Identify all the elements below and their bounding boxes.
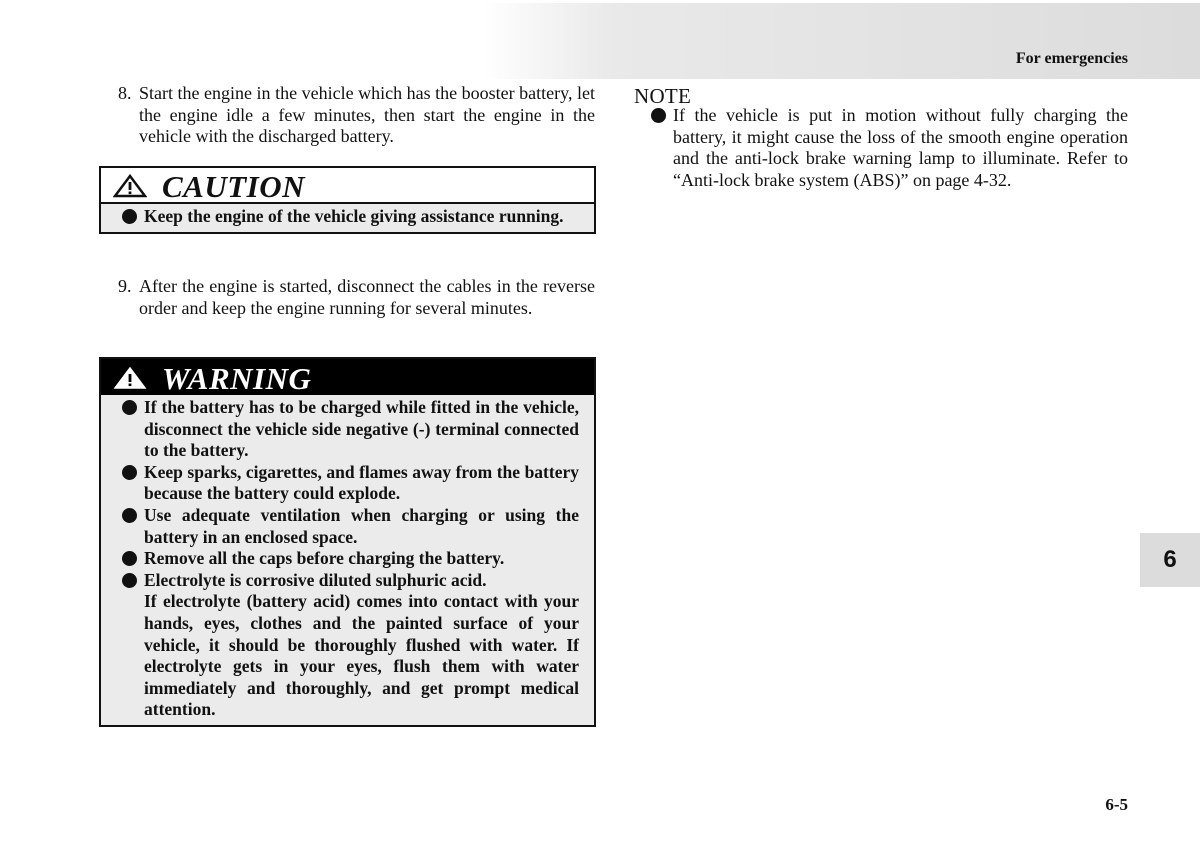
page-number: 6-5 <box>1105 795 1128 814</box>
step-text: Start the engine in the vehicle which has the booster battery, let the engine idle a few minutes, then start the engine in the vehicle with the discharged battery. <box>139 83 595 147</box>
warning-body <box>101 395 594 725</box>
warning-item: If the battery has to be charged while fitted in the vehicle, disconnect the vehicle side negative (-) terminal connected to the battery. <box>122 397 579 462</box>
section-title: For emergencies <box>1015 50 1128 67</box>
warning-item: Electrolyte is corrosive diluted sulphuric acid. <box>122 570 579 592</box>
warning-item: Remove all the caps before charging the battery. <box>122 548 579 570</box>
step-text: After the engine is started, disconnect the cables in the reverse order and keep the engine running for several minutes. <box>139 276 595 318</box>
warning-box <box>99 357 596 727</box>
caution-title: CAUTION <box>162 169 306 204</box>
warning-item: Keep sparks, cigarettes, and flames away from the battery because the battery could explode. <box>122 462 579 505</box>
step-number: 8. <box>118 83 132 103</box>
bullet-dot-icon <box>651 108 666 123</box>
chapter-tab: 6 <box>1140 533 1200 587</box>
bullet-dot-icon <box>122 465 137 480</box>
note-body <box>651 105 1128 192</box>
caution-item: Keep the engine of the vehicle giving assistance running. <box>122 206 579 228</box>
step-number: 9. <box>118 276 132 296</box>
bullet-dot-icon <box>122 551 137 566</box>
warning-paragraph: If electrolyte (battery acid) comes into contact with your hands, eyes, clothes and the painted surface of your vehicle, it should be thoroughly flushed with water. If electrolyte gets in your eyes, flush them with water immediately and thoroughly, and get prompt medical attention. <box>144 591 579 720</box>
bullet-dot-icon <box>122 573 137 588</box>
bullet-dot-icon <box>122 209 137 224</box>
warning-triangle-icon <box>113 174 147 198</box>
note-item: If the vehicle is put in motion without fully charging the battery, it might cause the loss of the smooth engine operation and the anti-lock brake warning lamp to illuminate. Refer to “Anti-lock brake system (ABS)” on page 4-32. <box>651 105 1128 192</box>
caution-header <box>101 168 594 204</box>
step-9 <box>118 276 595 319</box>
bullet-dot-icon <box>122 400 137 415</box>
caution-body <box>101 204 594 232</box>
warning-header <box>101 359 594 395</box>
caution-box <box>99 166 596 234</box>
note-label: NOTE <box>634 84 692 108</box>
bullet-dot-icon <box>122 508 137 523</box>
warning-item: Use adequate ventilation when charging or using the battery in an enclosed space. <box>122 505 579 548</box>
warning-triangle-icon <box>113 366 147 390</box>
warning-title: WARNING <box>162 361 312 396</box>
step-8 <box>118 83 595 148</box>
